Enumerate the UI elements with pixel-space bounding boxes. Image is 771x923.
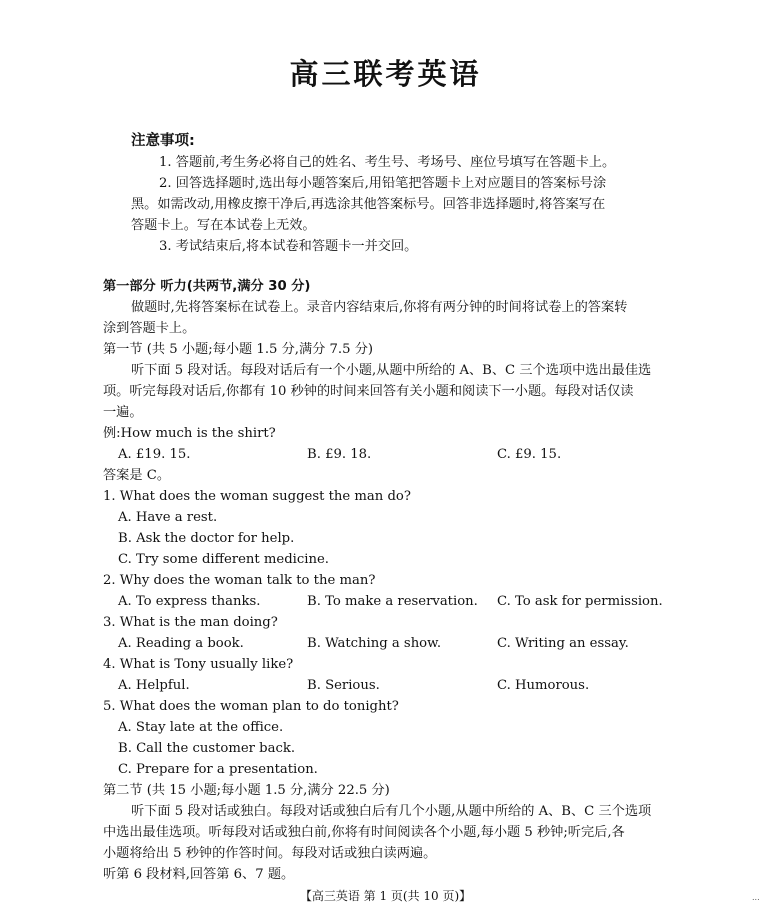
question-5-option-c: C. Prepare for a presentation. bbox=[118, 762, 318, 777]
question-1-option-a: A. Have a rest. bbox=[118, 510, 218, 525]
notes-item-1: 1. 答题前,考生务必将自己的姓名、考生号、考场号、座位号填写在答题卡上。 bbox=[159, 155, 616, 170]
notes-item-2-line-2: 黑。如需改动,用橡皮擦干净后,再选涂其他答案标号。回答非选择题时,将答案写在 bbox=[131, 197, 606, 212]
section2-instruction-line-1: 听下面 5 段对话或独白。每段对话或独白后有几个小题,从题中所给的 A、B、C 三个选项 bbox=[131, 804, 652, 819]
section2-material-6: 听第 6 段材料,回答第 6、7 题。 bbox=[103, 867, 295, 882]
part1-instruction-line-2: 涂到答题卡上。 bbox=[103, 321, 196, 336]
question-3-option-b: B. Watching a show. bbox=[307, 636, 442, 651]
question-1-option-b: B. Ask the doctor for help. bbox=[118, 531, 295, 546]
question-5-option-a: A. Stay late at the office. bbox=[118, 720, 284, 735]
example-option-b: B. £9. 18. bbox=[307, 447, 372, 462]
part1-instruction-line-1: 做题时,先将答案标在试卷上。录音内容结束后,你将有两分钟的时间将试卷上的答案转 bbox=[131, 300, 628, 315]
section1-instruction-line-2: 项。听完每段对话后,你都有 10 秒钟的时间来回答有关小题和阅读下一小题。每段对话仅读 bbox=[103, 384, 634, 399]
question-5: 5. What does the woman plan to do tonight? bbox=[103, 699, 399, 714]
example-option-a: A. £19. 15. bbox=[118, 447, 191, 462]
question-4-option-a: A. Helpful. bbox=[118, 678, 190, 693]
page-footer: 【高三英语 第 1 页(共 10 页)】 bbox=[299, 889, 472, 903]
question-2-option-b: B. To make a reservation. bbox=[307, 594, 478, 609]
question-3-option-c: C. Writing an essay. bbox=[497, 636, 629, 651]
notes-item-3: 3. 考试结束后,将本试卷和答题卡一并交回。 bbox=[159, 239, 418, 254]
question-4-option-c: C. Humorous. bbox=[497, 678, 590, 693]
question-4-option-b: B. Serious. bbox=[307, 678, 380, 693]
section1-instruction-line-3: 一遍。 bbox=[103, 405, 143, 420]
question-3-option-a: A. Reading a book. bbox=[118, 636, 244, 651]
question-1: 1. What does the woman suggest the man do? bbox=[103, 489, 411, 504]
example-question: 例:How much is the shirt? bbox=[103, 426, 276, 441]
notes-item-2-line-1: 2. 回答选择题时,选出每小题答案后,用铅笔把答题卡上对应题目的答案标号涂 bbox=[159, 176, 607, 191]
question-4: 4. What is Tony usually like? bbox=[103, 657, 294, 672]
part1-heading: 第一部分 听力(共两节,满分 30 分) bbox=[103, 279, 311, 294]
section2-instruction-line-2: 中选出最佳选项。听每段对话或独白前,你将有时间阅读各个小题,每小题 5 秒钟;听完后,各 bbox=[103, 825, 625, 840]
page-title: 高三联考英语 bbox=[289, 57, 482, 91]
question-5-option-b: B. Call the customer back. bbox=[118, 741, 296, 756]
example-option-c: C. £9. 15. bbox=[497, 447, 562, 462]
section2-heading: 第二节 (共 15 小题;每小题 1.5 分,满分 22.5 分) bbox=[103, 783, 390, 798]
question-2: 2. Why does the woman talk to the man? bbox=[103, 573, 376, 588]
section1-instruction-line-1: 听下面 5 段对话。每段对话后有一个小题,从题中所给的 A、B、C 三个选项中选出最佳选 bbox=[131, 363, 652, 378]
question-2-option-a: A. To express thanks. bbox=[118, 594, 261, 609]
section2-instruction-line-3: 小题将给出 5 秒钟的作答时间。每段对话或独白读两遍。 bbox=[103, 846, 437, 861]
example-answer: 答案是 C。 bbox=[103, 468, 171, 483]
notes-heading: 注意事项: bbox=[131, 133, 195, 149]
notes-item-2-line-3: 答题卡上。写在本试卷上无效。 bbox=[131, 218, 316, 233]
corner-mark: ... bbox=[752, 893, 760, 902]
question-2-option-c: C. To ask for permission. bbox=[497, 594, 663, 609]
section1-heading: 第一节 (共 5 小题;每小题 1.5 分,满分 7.5 分) bbox=[103, 342, 374, 357]
question-1-option-c: C. Try some different medicine. bbox=[118, 552, 329, 567]
question-3: 3. What is the man doing? bbox=[103, 615, 278, 630]
